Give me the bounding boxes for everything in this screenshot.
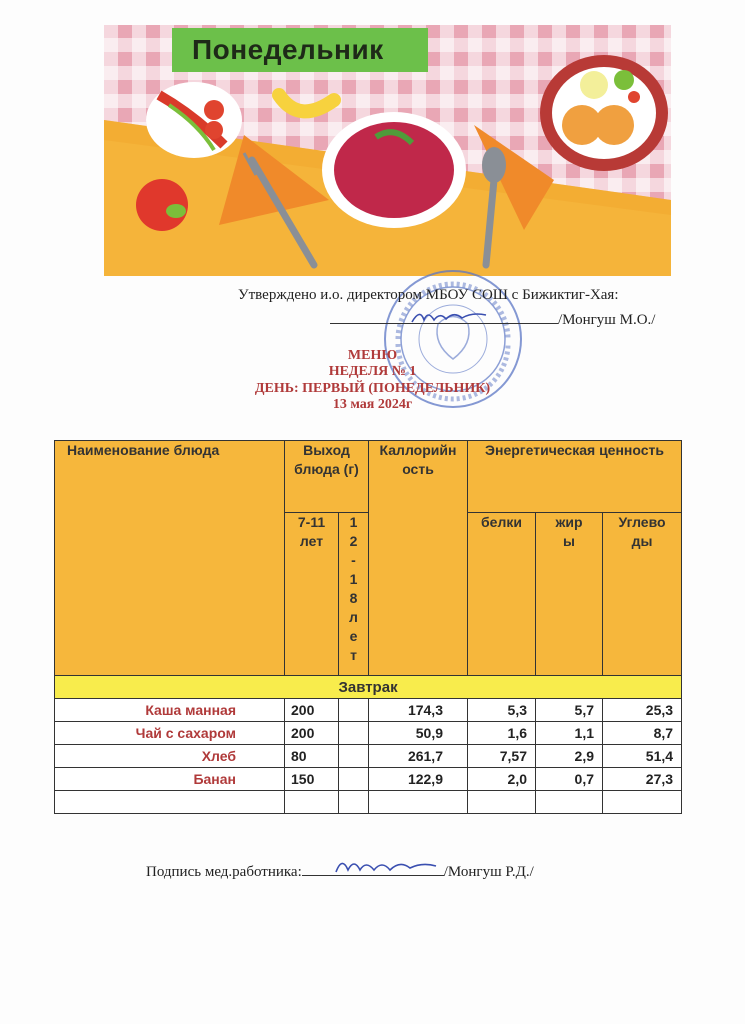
header-calories [369,441,468,676]
header-age-12-18-text: 12-18 лет [349,514,358,663]
week-heading: НЕДЕЛЯ № 1 [328,364,417,379]
fats-cell: 5,7 [536,699,603,722]
proteins-cell: 2,0 [468,768,536,791]
proteins-cell: 7,57 [468,745,536,768]
header-fats-text: жиры [555,514,583,549]
output-12-18-cell [339,791,369,814]
table-row [55,722,682,745]
medical-worker-name: /Монгуш Р.Д./ [443,864,534,880]
dish-name-cell [55,791,285,814]
calories-cell: 174,3 [369,699,468,722]
output-12-18-cell [339,745,369,768]
proteins-cell: 5,3 [468,699,536,722]
dish-name-cell: Чай с сахаром [55,722,285,745]
calories-cell: 50,9 [369,722,468,745]
table-row [55,745,682,768]
dish-name-cell: Каша манная [55,699,285,722]
proteins-cell [468,791,536,814]
header-calories-text: Каллорийность [379,442,457,477]
output-12-18-cell [339,699,369,722]
header-age-12-18 [339,513,369,676]
table-row [55,768,682,791]
header-dish-name: Наименование блюда [55,441,285,676]
header-proteins [468,513,536,676]
table-row [55,791,682,814]
menu-table [54,440,682,814]
fats-cell: 2,9 [536,745,603,768]
menu-banner [104,25,671,276]
carbs-cell: 8,7 [603,722,682,745]
day-heading: ДЕНЬ: ПЕРВЫЙ (ПОНЕДЕЛЬНИК) [254,381,491,396]
fats-cell: 0,7 [536,768,603,791]
dish-name-cell: Хлеб [55,745,285,768]
header-carbs [603,513,682,676]
calories-cell: 261,7 [369,745,468,768]
carbs-cell: 51,4 [603,745,682,768]
header-carbs-text: Углеводы [618,514,666,549]
output-7-11-cell [285,791,339,814]
fats-cell [536,791,603,814]
fats-cell: 1,1 [536,722,603,745]
date-heading: 13 мая 2024г [332,397,413,412]
output-12-18-cell [339,722,369,745]
menu-heading: МЕНЮ [347,348,398,363]
carbs-cell: 25,3 [603,699,682,722]
header-age-7-11: 7-11 лет [285,513,339,676]
medical-signature-label: Подпись мед.работника: [146,864,302,880]
output-7-11-cell: 200 [285,722,339,745]
proteins-cell: 1,6 [468,722,536,745]
output-7-11-cell: 200 [285,699,339,722]
director-sign-line [330,309,655,329]
menu-rows [55,699,682,814]
output-7-11-cell: 150 [285,768,339,791]
approval-line: Утверждено и.о. директором МБОУ СОШ с Бижиктиг-Хая: [238,287,619,303]
carbs-cell: 27,3 [603,768,682,791]
header-energy: Энергетическая ценность [468,441,682,513]
banner-day-title: Понедельник [172,28,428,72]
section-breakfast: Завтрак [55,676,682,699]
output-7-11-cell: 80 [285,745,339,768]
dish-name-cell: Банан [55,768,285,791]
output-12-18-cell [339,768,369,791]
medical-signature [330,852,440,878]
calories-cell [369,791,468,814]
table-row [55,699,682,722]
calories-cell: 122,9 [369,768,468,791]
director-signature [410,306,490,328]
header-proteins-text: белки [481,514,522,530]
header-output: Выход блюда (г) [285,441,369,513]
director-name: /Монгуш М.О./ [558,312,656,328]
carbs-cell [603,791,682,814]
header-fats [536,513,603,676]
